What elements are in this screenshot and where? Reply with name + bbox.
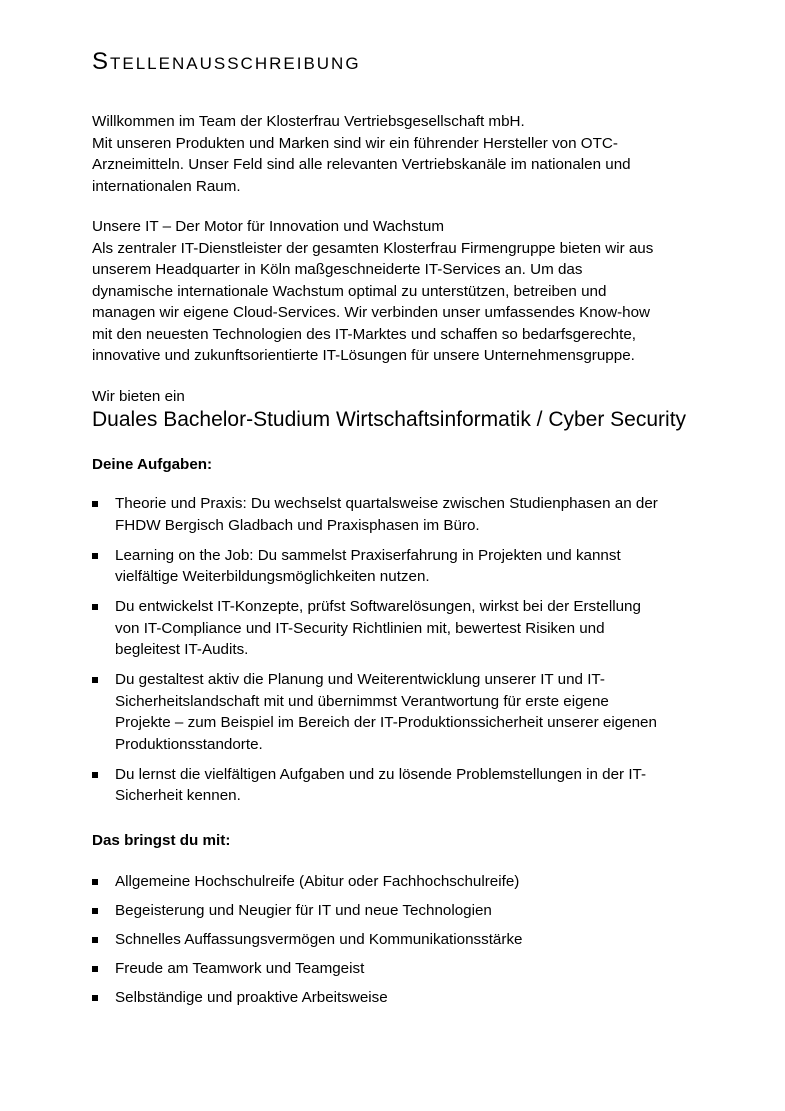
- requirement-text: Allgemeine Hochschulreife (Abitur oder Fachhochschulreife): [115, 873, 520, 890]
- task-item: [92, 545, 712, 588]
- requirements-list: [92, 871, 712, 1016]
- requirement-text: Begeisterung und Neugier für IT und neue Technologien: [115, 902, 492, 920]
- task-line: vielfältige Weiterbildungsmöglichkeiten nutzen.: [115, 568, 430, 585]
- intro-line: Willkommen im Team der Klosterfrau Vertriebsgesellschaft mbH.: [92, 113, 525, 130]
- task-line: von IT-Compliance und IT-Security Richtlinien mit, bewertest Risiken und: [115, 619, 605, 637]
- task-line: Sicherheitslandschaft mit und übernimmst Verantwortung für erste eigene: [115, 692, 609, 710]
- task-line: Learning on the Job: Du sammelst Praxiserfahrung in Projekten und kannst: [115, 546, 621, 564]
- it-line: innovative und zukunftsorientierte IT-Lösungen für unsere Unternehmensgruppe.: [92, 347, 635, 364]
- it-line: Als zentraler IT-Dienstleister der gesamten Klosterfrau Firmengruppe bieten wir aus: [92, 239, 654, 257]
- square-bullet-icon: [92, 501, 98, 507]
- task-line: Du entwickelst IT-Konzepte, prüfst Softwarelösungen, wirkst bei der Erstellung: [115, 598, 641, 615]
- square-bullet-icon: [92, 995, 98, 1001]
- requirement-text: Freude am Teamwork und Teamgeist: [115, 960, 365, 978]
- task-item: [92, 596, 712, 661]
- requirement-item: [92, 871, 712, 893]
- document-title: Stellenausschreibung: [92, 48, 361, 75]
- requirement-text: Schnelles Auffassungsvermögen und Kommunikationsstärke: [115, 931, 523, 949]
- task-line: Du lernst die vielfältigen Aufgaben und zu lösende Problemstellungen in der IT-: [115, 765, 647, 783]
- offer-intro: Wir bieten ein: [92, 388, 185, 405]
- requirements-heading: Das bringst du mit:: [92, 832, 231, 849]
- it-line: unserem Headquarter in Köln maßgeschneiderte IT-Services an. Um das: [92, 261, 583, 278]
- requirement-item: [92, 900, 712, 922]
- it-line: mit den neuesten Technologien des IT-Marktes und schaffen so bedarfsgerechte,: [92, 325, 636, 343]
- task-line: Produktionsstandorte.: [115, 735, 263, 753]
- intro-line: Arzneimitteln. Unser Feld sind alle relevanten Vertriebskanäle im nationalen und: [92, 156, 631, 173]
- square-bullet-icon: [92, 772, 98, 778]
- it-line: Unsere IT – Der Motor für Innovation und Wachstum: [92, 218, 444, 235]
- square-bullet-icon: [92, 908, 98, 914]
- tasks-heading: Deine Aufgaben:: [92, 456, 213, 473]
- task-line: FHDW Bergisch Gladbach und Praxisphasen im Büro.: [115, 516, 480, 534]
- task-item: [92, 764, 712, 807]
- it-line: managen wir eigene Cloud-Services. Wir verbinden unser umfassendes Know-how: [92, 304, 650, 321]
- requirement-item: [92, 929, 712, 951]
- square-bullet-icon: [92, 677, 98, 683]
- square-bullet-icon: [92, 553, 98, 559]
- square-bullet-icon: [92, 966, 98, 972]
- task-line: Projekte – zum Beispiel im Bereich der IT-Produktionssicherheit unserer eigenen: [115, 714, 657, 731]
- intro-line: internationalen Raum.: [92, 177, 241, 195]
- offer-headline: Duales Bachelor-Studium Wirtschaftsinformatik / Cyber Security: [92, 408, 687, 431]
- task-item: [92, 669, 712, 755]
- square-bullet-icon: [92, 937, 98, 943]
- task-line: Du gestaltest aktiv die Planung und Weiterentwicklung unserer IT und IT-: [115, 671, 605, 688]
- intro-paragraph: [92, 111, 712, 197]
- requirement-item: [92, 958, 712, 980]
- task-line: begleitest IT-Audits.: [115, 641, 249, 658]
- intro-line: Mit unseren Produkten und Marken sind wir ein führender Hersteller von OTC-: [92, 134, 618, 152]
- task-line: Sicherheit kennen.: [115, 787, 241, 804]
- tasks-list: [92, 493, 712, 815]
- requirement-text: Selbständige und proaktive Arbeitsweise: [115, 989, 388, 1007]
- requirement-item: [92, 987, 712, 1009]
- square-bullet-icon: [92, 604, 98, 610]
- task-item: [92, 493, 712, 536]
- it-line: dynamische internationale Wachstum optimal zu unterstützen, betreiben und: [92, 282, 607, 300]
- it-paragraph: [92, 216, 712, 367]
- square-bullet-icon: [92, 879, 98, 885]
- task-line: Theorie und Praxis: Du wechselst quartalsweise zwischen Studienphasen an der: [115, 495, 658, 512]
